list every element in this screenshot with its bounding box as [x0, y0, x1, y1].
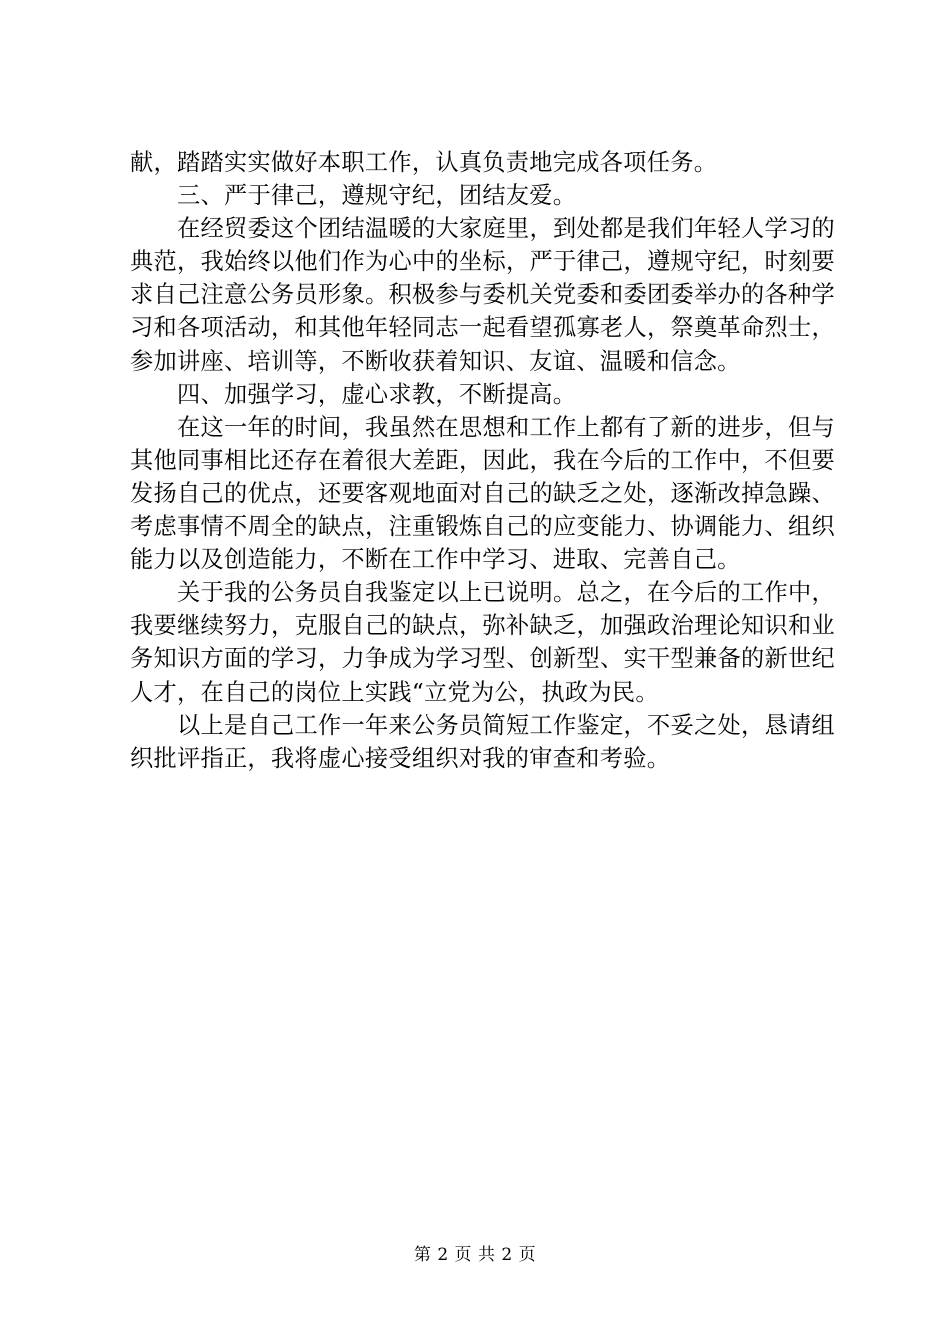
section-heading-4: 四、加强学习，虚心求教，不断提高。: [177, 380, 577, 408]
paragraph-closing: 以上是自己工作一年来公务员简短工作鉴定，不妥之处，恳请组织批评指正，我将虚心接受组织对我的审查和考验。: [130, 711, 835, 772]
paragraph-section-3-body: 在经贸委这个团结温暖的大家庭里，到处都是我们年轻人学习的典范，我始终以他们作为心中的坐标，严于律己，遵规守纪，时刻要求自己注意公务员形象。积极参与委机关党委和委团委举办的各种学习和各项活动，和其他年轻同志一起看望孤寡老人，祭奠革命烈士，参加讲座、培训等，不断收获着知识、友谊、温暖和信念。: [130, 215, 835, 375]
document-body: [130, 146, 835, 775]
paragraph-continuation: 献，踏踏实实做好本职工作，认真负责地完成各项任务。: [130, 149, 718, 176]
section-heading-3: 三、严于律己，遵规守纪，团结友爱。: [177, 182, 577, 210]
paragraph-section-4-body: 在这一年的时间，我虽然在思想和工作上都有了新的进步，但与其他同事相比还存在着很大差距，因此，我在今后的工作中，不但要发扬自己的优点，还要客观地面对自己的缺乏之处，逐渐改掉急躁、考虑事情不周全的缺点，注重锻炼自己的应变能力、协调能力、组织能力以及创造能力，不断在工作中学习、进取、完善自己。: [130, 413, 835, 574]
page-footer: 第 2 页 共 2 页: [413, 1245, 537, 1265]
paragraph-summary: 关于我的公务员自我鉴定以上已说明。总之，在今后的工作中，我要继续努力，克服自己的缺点，弥补缺乏，加强政治理论知识和业务知识方面的学习，力争成为学习型、创新型、实干型兼备的新世纪人才，在自己的岗位上实践“立党为公，执政为民。: [130, 579, 835, 706]
